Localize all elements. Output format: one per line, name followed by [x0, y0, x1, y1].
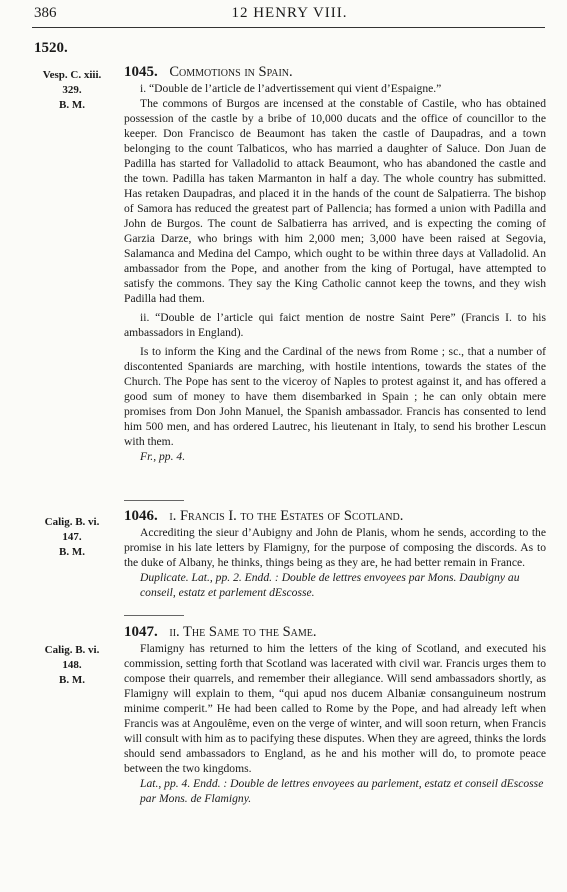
entry-title: i. Francis I. to the Estates of Scotland. — [169, 508, 404, 524]
entry-heading — [124, 623, 546, 641]
margin-note-1046 — [32, 515, 112, 560]
page-header — [34, 4, 545, 26]
entry-number: 1046. — [124, 508, 158, 524]
margin-repository: B. M. — [59, 99, 85, 111]
entry-title: ii. The Same to the Same. — [169, 624, 317, 640]
margin-source: Calig. B. vi. — [44, 644, 100, 656]
entry-number: 1045. — [124, 64, 158, 80]
margin-folio: 147. — [62, 531, 82, 543]
entry-title: Commotions in Spain. — [169, 64, 293, 80]
paragraph: i. “Double de l’article de l’advertissement qui vient d’Espaigne.” — [140, 82, 442, 95]
margin-repository: B. M. — [59, 674, 85, 686]
separator — [124, 500, 184, 501]
paragraph: Is to inform the King and the Cardinal of the news from Rome ; sc., that a number of discontented Spaniards are marching, with hostile intentions, towards the states of the Church. The Pope has sent to the viceroy of Naples to protest against it, and has offered a good sum of money to have them disembarked in Spain ; he can only obtain mere promises from Don John Manuel, the Spanish ambassador. Francis has consented to lend him 500 men, and has ordered Lautrec, his lieutenant in Italy, to send his brother Lescun with them. — [124, 345, 546, 448]
margin-source: Calig. B. vi. — [44, 516, 100, 528]
reference-note: Duplicate. Lat., pp. 2. Endd. : Double de lettres envoyees par Mons. Daubigny au conseil, estatz et parlement dEscosse. — [140, 571, 520, 599]
header-rule — [32, 27, 545, 28]
entry-heading — [124, 63, 546, 81]
page-number: 386 — [34, 5, 57, 21]
running-title: 12 HENRY VIII. — [231, 5, 348, 21]
margin-folio: 148. — [62, 659, 82, 671]
margin-source: Vesp. C. xiii. — [42, 69, 102, 81]
entry-1047 — [124, 623, 546, 806]
margin-note-1047 — [32, 643, 112, 688]
paragraph: ii. “Double de l’article qui faict mention de nostre Saint Pere” (Francis I. to his ambassadors in England). — [124, 311, 546, 339]
entry-heading — [124, 507, 546, 525]
paragraph: Accrediting the sieur d’Aubigny and John de Planis, whom he sends, according to the promise in his late letters by Flamigny, for the purpose of composing the discords. As to the duke of Albany, he thinks, things being as they are, he had better remain in France. — [124, 526, 546, 569]
reference-note: Lat., pp. 4. Endd. : Double de lettres envoyees au parlement, estatz et conseil dEscosse par Mons. de Flamigny. — [140, 777, 544, 805]
reference-note: Fr., pp. 4. — [140, 450, 186, 463]
year-heading: 1520. — [34, 40, 68, 56]
entry-number: 1047. — [124, 624, 158, 640]
margin-note-1045 — [32, 68, 112, 113]
margin-repository: B. M. — [59, 546, 85, 558]
paragraph: Flamigny has returned to him the letters of the king of Scotland, and executed his commission, setting forth that Scotland was lacerated with civil war. Francis urges them to compose their quarrels, and remember their allegiance. Will send ambassadors shortly, as Flamigny will explain to them, “qui apud nos ducem Albaniæ consanguineum nostrum minime comperit.” He had been called to Rome by the Pope, and had already left when Francis was at Angoulême, even on the verge of winter, and will soon return, when Francis will consult with him as to pacifying these disputes. When they are agreed, thinks the lords should send ambassadors to England, as he and his mother will do, to promote peace between the two kingdoms. — [124, 642, 546, 775]
entry-1046 — [124, 507, 546, 600]
separator — [124, 615, 184, 616]
entry-1045 — [124, 63, 546, 464]
margin-folio: 329. — [62, 84, 82, 96]
paragraph: The commons of Burgos are incensed at the constable of Castile, who has obtained possession of the castle by a bribe of 10,000 ducats and the office of councillor to the keeper. Don Francisco de Beaumont has taken the castle of Daupadras, and a town belonging to the count Talbaticos, who has married a daughter of Saluce. Don Juan de Padilla has started for Valladolid to attack Beaumont, who has abandoned the castle and the town. Padilla has taken Marmanton in half a day. The whole country has submitted. Has retaken Daupadras, and placed it in the hands of the count de Salpatierra. The bishop of Samora has reduced the greatest part of Pallencia; has formed a union with Padilla and John de Burgos. The count de Salbatierra has arrived, and is expecting the coming of Garzia Darze, who brings with him 2,000 men; 3,000 have been raised at Segovia, Salamanca and Medina del Campo, which ought to be within three days at Valladolid. An ambassador from the Pope, and another from the king of Portugal, have attempted to satisfy the commons. They say the King Catholic cannot keep the towns, and they wish Padilla had them. — [124, 97, 546, 305]
